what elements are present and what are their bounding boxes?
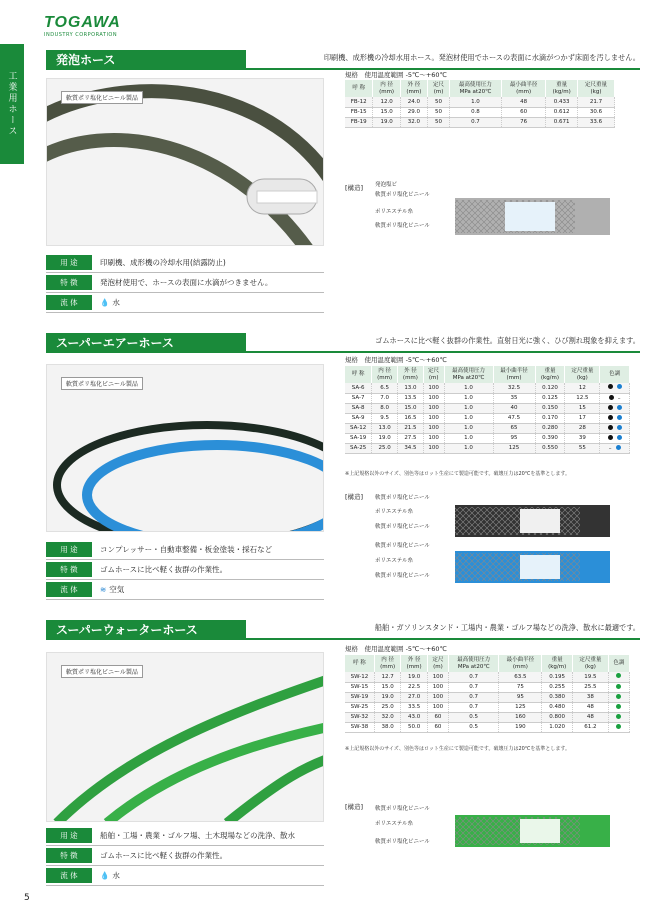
color-dot (616, 673, 621, 678)
product-photo (46, 78, 324, 246)
info-key: 特 徴 (46, 275, 92, 290)
struct-label: ポリエステル糸 (375, 558, 414, 564)
table-row (345, 117, 615, 127)
table-header: 内 径 (mm) (373, 80, 400, 97)
color-cell (600, 393, 630, 403)
table-header: 定尺重量 (kg) (573, 655, 609, 672)
table-cell: SW-15 (345, 682, 374, 692)
info-key: 用 途 (46, 828, 92, 843)
table-cell: 38 (573, 692, 609, 702)
color-dot (617, 405, 622, 410)
side-tab[interactable]: 工業用ホース (0, 44, 24, 164)
table-cell: 48 (573, 712, 609, 722)
table-cell: 19.0 (373, 117, 400, 127)
color-dot (616, 704, 621, 709)
table-cell: 50 (428, 97, 450, 107)
struct-label: ポリエステル糸 (375, 209, 414, 215)
table-cell: 39 (565, 433, 600, 443)
table-row (345, 413, 630, 423)
table-cell: 0.5 (449, 712, 499, 722)
table-row (345, 423, 630, 433)
table-header: 外 径 (mm) (401, 655, 427, 672)
table-cell: 55 (565, 443, 600, 453)
table-cell: 0.480 (542, 702, 573, 712)
table-cell: 32.0 (400, 117, 427, 127)
table-row (345, 107, 615, 117)
info-key: 用 途 (46, 255, 92, 270)
table-header: 最小曲半径 (mm) (499, 655, 542, 672)
table-cell: 125 (499, 702, 542, 712)
info-value: 空気 (109, 585, 125, 594)
table-cell: 15 (565, 403, 600, 413)
table-cell: 100 (423, 393, 444, 403)
struct-heading: [構造] (345, 803, 364, 811)
color-cell (600, 423, 630, 433)
info-value: ゴムホースに比べ軽く抜群の作業性。 (100, 851, 228, 860)
color-cell (608, 682, 629, 692)
table-cell: 21.7 (578, 97, 615, 107)
color-dot (616, 724, 621, 729)
table-cell: SW-12 (345, 672, 374, 682)
table-cell: 21.5 (398, 423, 424, 433)
brand-sub: INDUSTRY CORPORATION (44, 32, 118, 38)
table-cell: 60 (427, 712, 448, 722)
table-cell: 65 (493, 423, 535, 433)
table-header: 定尺 (m) (428, 80, 450, 97)
water-icon: 💧 (100, 871, 110, 880)
page-number: 5 (24, 893, 30, 903)
table-cell: 0.7 (449, 117, 501, 127)
section-desc: 船舶・ガソリンスタンド・工場内・農業・ゴルフ場などの洗浄、散水に最適です。 (374, 623, 640, 632)
info-key: 特 徴 (46, 848, 92, 863)
table-cell: 1.0 (444, 383, 493, 393)
table-header: 最高使用圧力 MPa at20℃ (444, 366, 493, 383)
info-key: 流 体 (46, 295, 92, 310)
spec-note: ※上記規格以外のサイズ、別色等はロット生産にて製造可能です。破壊圧力は20℃を基準とします。 (345, 746, 571, 752)
info-value: コンプレッサー・自動車整備・板金塗装・採石など (100, 545, 273, 554)
table-row (345, 722, 630, 732)
table-row (345, 403, 630, 413)
table-cell: SW-19 (345, 692, 374, 702)
info-value: 印刷機、成形機の冷却水用(結露防止) (100, 258, 226, 267)
table-cell: 19.5 (573, 672, 609, 682)
table-cell: 15.0 (398, 403, 424, 413)
table-header: 定尺 (m) (427, 655, 448, 672)
table-cell: 100 (423, 383, 444, 393)
table-row (345, 443, 630, 453)
struct-heading: [構造] (345, 184, 364, 192)
material-label: 軟質ポリ塩化ビニール製品 (61, 377, 143, 390)
table-cell: SA-6 (345, 383, 372, 393)
table-header: 最高使用圧力 MPa at20℃ (449, 80, 501, 97)
table-cell: 50 (428, 107, 450, 117)
table-cell: 61.2 (573, 722, 609, 732)
color-dot (608, 435, 613, 440)
table-header: 定尺重量 (kg) (565, 366, 600, 383)
spec-note: ※上記規格以外のサイズ、別色等はロット生産にて製造可能です。破壊圧力は20℃を基準とします。 (345, 471, 571, 477)
table-header: 重量 (kg/m) (535, 366, 565, 383)
table-header: 最小曲半径 (mm) (501, 80, 545, 97)
table-header: 呼 称 (345, 366, 372, 383)
spec-label: 規格 使用温度範囲 -5℃〜+60℃ (345, 356, 447, 364)
table-cell: 1.0 (444, 403, 493, 413)
table-cell: 0.280 (535, 423, 565, 433)
table-row (345, 702, 630, 712)
table-cell: 22.5 (401, 682, 427, 692)
table-header: 内 径 (mm) (374, 655, 400, 672)
section-title: スーパーウォーターホース (46, 620, 246, 640)
hose-illustration (47, 365, 324, 532)
table-cell: 50 (428, 117, 450, 127)
table-row (345, 692, 630, 702)
section-desc: 印刷機、成形機の冷却水用ホース。発泡材使用でホースの表面に水滴がつかず床面を汚しません。 (323, 53, 640, 62)
table-cell: 38.0 (374, 722, 400, 732)
color-cell (600, 413, 630, 423)
table-cell: 12.7 (374, 672, 400, 682)
material-label: 軟質ポリ塩化ビニール製品 (61, 91, 143, 104)
table-cell: 1.020 (542, 722, 573, 732)
table-cell: 19.0 (401, 672, 427, 682)
color-dot: – (608, 445, 612, 452)
table-cell: 0.7 (449, 702, 499, 712)
product-photo (46, 652, 324, 822)
color-cell (600, 443, 630, 453)
info-key: 流 体 (46, 582, 92, 597)
table-cell: 75 (499, 682, 542, 692)
struct-label: ポリエステル糸 (375, 509, 414, 515)
table-cell: 0.255 (542, 682, 573, 692)
table-cell: 35 (493, 393, 535, 403)
table-cell: 12.5 (565, 393, 600, 403)
table-cell: 16.5 (398, 413, 424, 423)
brand-logo (44, 14, 121, 38)
section-header-3 (46, 620, 640, 640)
table-cell: 190 (499, 722, 542, 732)
table-cell: SA-25 (345, 443, 372, 453)
table-cell: 0.800 (542, 712, 573, 722)
table-cell: 32.5 (493, 383, 535, 393)
color-dot (608, 405, 613, 410)
hose-illustration (47, 79, 324, 246)
table-row (345, 433, 630, 443)
table-cell: 1.0 (449, 97, 501, 107)
table-cell: 1.0 (444, 423, 493, 433)
color-dot (617, 415, 622, 420)
table-header: 定尺 (m) (423, 366, 444, 383)
table-cell: 100 (427, 702, 448, 712)
table-header: 重量 (kg/m) (542, 655, 573, 672)
info-value: 水 (112, 298, 120, 307)
table-cell: 24.0 (400, 97, 427, 107)
table-cell: 100 (423, 423, 444, 433)
table-cell: 0.7 (449, 682, 499, 692)
color-cell (600, 383, 630, 393)
table-cell: 1.0 (444, 413, 493, 423)
color-dot (608, 384, 613, 389)
spec-label: 規格 使用温度範囲 -5℃〜+60℃ (345, 645, 447, 653)
info-block (46, 540, 324, 600)
section-title: 発泡ホース (46, 50, 246, 70)
table-cell: 30.6 (578, 107, 615, 117)
color-dot (609, 395, 614, 400)
table-header: 定尺重量 (kg) (578, 80, 615, 97)
table-cell: FB-19 (345, 117, 373, 127)
table-header: 呼 称 (345, 655, 374, 672)
table-cell: 27.0 (401, 692, 427, 702)
table-cell: 100 (423, 413, 444, 423)
table-cell: 0.612 (546, 107, 578, 117)
table-cell: 19.0 (374, 692, 400, 702)
table-cell: 100 (427, 692, 448, 702)
table-header: 呼 称 (345, 80, 373, 97)
table-cell: SA-7 (345, 393, 372, 403)
table-header: 最高使用圧力 MPa at20℃ (449, 655, 499, 672)
table-cell: 40 (493, 403, 535, 413)
struct-label: 軟質ポリ塩化ビニール (375, 806, 430, 812)
table-cell: 0.7 (449, 692, 499, 702)
table-cell: 0.195 (542, 672, 573, 682)
product-photo (46, 364, 324, 532)
table-cell: 12.0 (373, 97, 400, 107)
table-cell: 160 (499, 712, 542, 722)
info-value: 水 (112, 871, 120, 880)
table-header: 色調 (600, 366, 630, 383)
table-cell: 9.5 (372, 413, 398, 423)
table-cell: 95 (493, 433, 535, 443)
table-cell: 0.8 (449, 107, 501, 117)
color-cell (608, 722, 629, 732)
table-cell: SA-12 (345, 423, 372, 433)
table-cell: 0.170 (535, 413, 565, 423)
table-cell: 48 (573, 702, 609, 712)
table-cell: 50.0 (401, 722, 427, 732)
table-cell: 95 (499, 692, 542, 702)
table-cell: 0.5 (449, 722, 499, 732)
color-dot (616, 694, 621, 699)
color-cell (608, 672, 629, 682)
table-cell: 8.0 (372, 403, 398, 413)
color-dot (616, 714, 621, 719)
table-header: 色調 (608, 655, 629, 672)
spec-table (345, 655, 630, 733)
table-cell: SA-19 (345, 433, 372, 443)
table-cell: 13.5 (398, 393, 424, 403)
section-title: スーパーエアーホース (46, 333, 246, 353)
struct-label: 軟質ポリ塩化ビニール (375, 495, 430, 501)
color-dot (616, 445, 621, 450)
hose-illustration (47, 653, 324, 822)
color-dot: – (617, 395, 621, 402)
color-dot (616, 684, 621, 689)
spec-label: 規格 使用温度範囲 -5℃〜+60℃ (345, 71, 447, 79)
table-cell: 63.5 (499, 672, 542, 682)
table-cell: 25.5 (573, 682, 609, 692)
color-dot (617, 435, 622, 440)
table-cell: 33.6 (578, 117, 615, 127)
table-cell: SA-9 (345, 413, 372, 423)
color-dot (617, 384, 622, 389)
struct-label: 軟質ポリ塩化ビニール (375, 524, 430, 530)
table-cell: 27.5 (398, 433, 424, 443)
table-cell: 15.0 (373, 107, 400, 117)
color-cell (600, 403, 630, 413)
color-cell (608, 702, 629, 712)
table-row (345, 712, 630, 722)
table-cell: 47.5 (493, 413, 535, 423)
table-cell: 0.671 (546, 117, 578, 127)
info-key: 特 徴 (46, 562, 92, 577)
spec-table (345, 80, 615, 128)
struct-label: 軟質ポリ塩化ビニール (375, 223, 430, 229)
table-cell: 34.5 (398, 443, 424, 453)
table-cell: 0.7 (449, 672, 499, 682)
info-value: 船舶・工場・農業・ゴルフ場、土木現場などの洗浄、散水 (100, 831, 295, 840)
table-cell: 1.0 (444, 393, 493, 403)
struct-label: ポリエステル糸 (375, 821, 414, 827)
struct-label: 軟質ポリ塩化ビニール (375, 543, 430, 549)
table-cell: 12 (565, 383, 600, 393)
info-key: 流 体 (46, 868, 92, 883)
info-value: ゴムホースに比べ軽く抜群の作業性。 (100, 565, 228, 574)
table-cell: 15.0 (374, 682, 400, 692)
table-cell: SW-25 (345, 702, 374, 712)
table-cell: 100 (423, 403, 444, 413)
table-cell: 0.433 (546, 97, 578, 107)
table-cell: 60 (501, 107, 545, 117)
struct-heading: [構造] (345, 493, 364, 501)
table-cell: 100 (423, 433, 444, 443)
table-cell: 33.5 (401, 702, 427, 712)
table-cell: 0.120 (535, 383, 565, 393)
table-cell: 28 (565, 423, 600, 433)
table-cell: 76 (501, 117, 545, 127)
table-cell: 29.0 (400, 107, 427, 117)
info-value: 発泡材使用で、ホースの表面に水滴がつきません。 (100, 278, 273, 287)
table-cell: 43.0 (401, 712, 427, 722)
table-cell: 60 (427, 722, 448, 732)
table-cell: SW-38 (345, 722, 374, 732)
info-block (46, 826, 324, 886)
color-dot (617, 425, 622, 430)
table-cell: FB-15 (345, 107, 373, 117)
section-header-2 (46, 333, 640, 353)
color-dot (608, 415, 613, 420)
struct-label: 発泡塩ビ (375, 182, 398, 188)
section-desc: ゴムホースに比べ軽く抜群の作業性。直射日光に強く、ひび割れ現象を抑えます。 (375, 336, 640, 345)
section-header-1 (46, 50, 640, 70)
info-key: 用 途 (46, 542, 92, 557)
table-cell: 17 (565, 413, 600, 423)
table-cell: 48 (501, 97, 545, 107)
table-cell: 19.0 (372, 433, 398, 443)
table-cell: 25.0 (374, 702, 400, 712)
water-icon: 💧 (100, 298, 110, 307)
table-row (345, 393, 630, 403)
table-header: 重量 (kg/m) (546, 80, 578, 97)
table-row (345, 672, 630, 682)
table-cell: 13.0 (398, 383, 424, 393)
table-cell: 0.390 (535, 433, 565, 443)
table-cell: 0.380 (542, 692, 573, 702)
table-cell: FB-12 (345, 97, 373, 107)
info-block (46, 253, 324, 313)
table-cell: 0.125 (535, 393, 565, 403)
table-cell: 100 (423, 443, 444, 453)
table-row (345, 383, 630, 393)
table-header: 内 径 (mm) (372, 366, 398, 383)
table-cell: 125 (493, 443, 535, 453)
table-cell: 32.0 (374, 712, 400, 722)
struct-label: 軟質ポリ塩化ビニール (375, 192, 430, 198)
color-cell (600, 433, 630, 443)
table-cell: 1.0 (444, 433, 493, 443)
color-dot (608, 425, 613, 430)
table-cell: 1.0 (444, 443, 493, 453)
table-cell: 0.150 (535, 403, 565, 413)
table-cell: 13.0 (372, 423, 398, 433)
table-cell: 100 (427, 672, 448, 682)
material-label: 軟質ポリ塩化ビニール製品 (61, 665, 143, 678)
color-cell (608, 712, 629, 722)
table-header: 最小曲半径 (mm) (493, 366, 535, 383)
struct-label: 軟質ポリ塩化ビニール (375, 573, 430, 579)
table-header: 外 径 (mm) (400, 80, 427, 97)
table-cell: SA-8 (345, 403, 372, 413)
color-cell (608, 692, 629, 702)
table-row (345, 682, 630, 692)
struct-label: 軟質ポリ塩化ビニール (375, 839, 430, 845)
table-header: 外 径 (mm) (398, 366, 424, 383)
table-row (345, 97, 615, 107)
table-cell: SW-32 (345, 712, 374, 722)
table-cell: 100 (427, 682, 448, 692)
table-cell: 6.5 (372, 383, 398, 393)
table-cell: 7.0 (372, 393, 398, 403)
table-cell: 0.550 (535, 443, 565, 453)
table-cell: 25.0 (372, 443, 398, 453)
spec-table (345, 366, 630, 454)
air-icon: ≋ (100, 585, 107, 594)
brand-name: TOGAWA (44, 14, 121, 31)
